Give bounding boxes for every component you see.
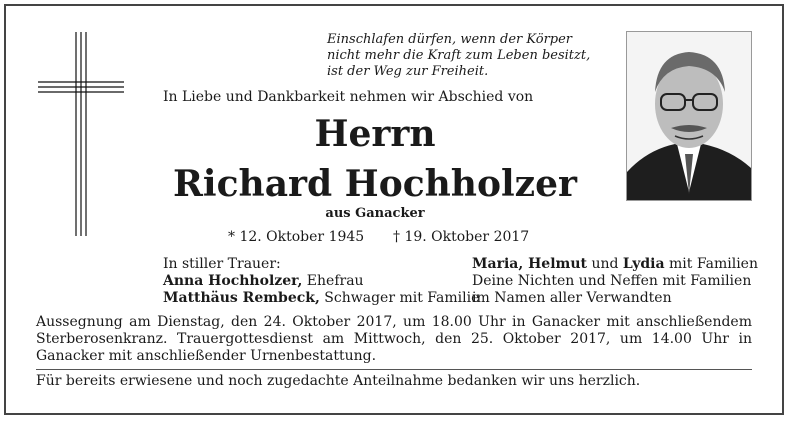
mourner-row xyxy=(472,256,758,273)
mourners-heading: In stiller Trauer: xyxy=(163,256,281,272)
mourner-name: Maria, Helmut xyxy=(472,256,587,272)
mourner-row: im Namen aller Verwandten xyxy=(472,290,672,306)
salutation: Herrn xyxy=(314,113,436,155)
poem-line: nicht mehr die Kraft zum Leben besitzt, xyxy=(327,48,591,63)
mourner-row: Deine Nichten und Neffen mit Familien xyxy=(472,273,752,289)
poem xyxy=(327,32,590,80)
mourner-relation: Ehefrau xyxy=(302,273,364,289)
poem-line: Einschlafen dürfen, wenn der Körper xyxy=(327,32,573,47)
mourner-name: Anna Hochholzer, xyxy=(163,273,303,289)
mourner-name: Lydia xyxy=(622,256,665,272)
connector-text: und xyxy=(587,256,623,272)
mourner-name: Matthäus Rembeck, xyxy=(163,290,320,306)
poem-line: ist der Weg zur Freiheit. xyxy=(327,64,489,79)
mourner-relation: Schwager mit Familie xyxy=(319,290,480,306)
funeral-info: Aussegnung am Dienstag, den 24. Oktober 2017, um 18.00 Uhr in Ganacker mit anschließendem Sterberosenkranz. Trauergottesdienst am Mittwoch, den 25. Oktober 2017, um 14.00 Uhr in Ganacker mit anschließender Urnenbestattung. xyxy=(36,314,752,364)
mourners-left xyxy=(163,256,479,307)
intro-text: In Liebe und Dankbarkeit nehmen wir Abschied von xyxy=(163,89,534,105)
mourner-row xyxy=(163,273,479,290)
thanks-text: Für bereits erwiesene und noch zugedachte Anteilnahme bedanken wir uns herzlich. xyxy=(36,373,641,389)
deceased-name: Richard Hochholzer xyxy=(173,163,577,205)
mourners-right xyxy=(472,256,758,307)
divider xyxy=(36,369,752,370)
origin: aus Ganacker xyxy=(325,206,425,221)
birth-date: * 12. Oktober 1945 xyxy=(228,229,365,245)
mourner-row xyxy=(163,290,479,307)
mourner-relation: mit Familien xyxy=(664,256,758,272)
death-date: † 19. Oktober 2017 xyxy=(393,229,530,245)
